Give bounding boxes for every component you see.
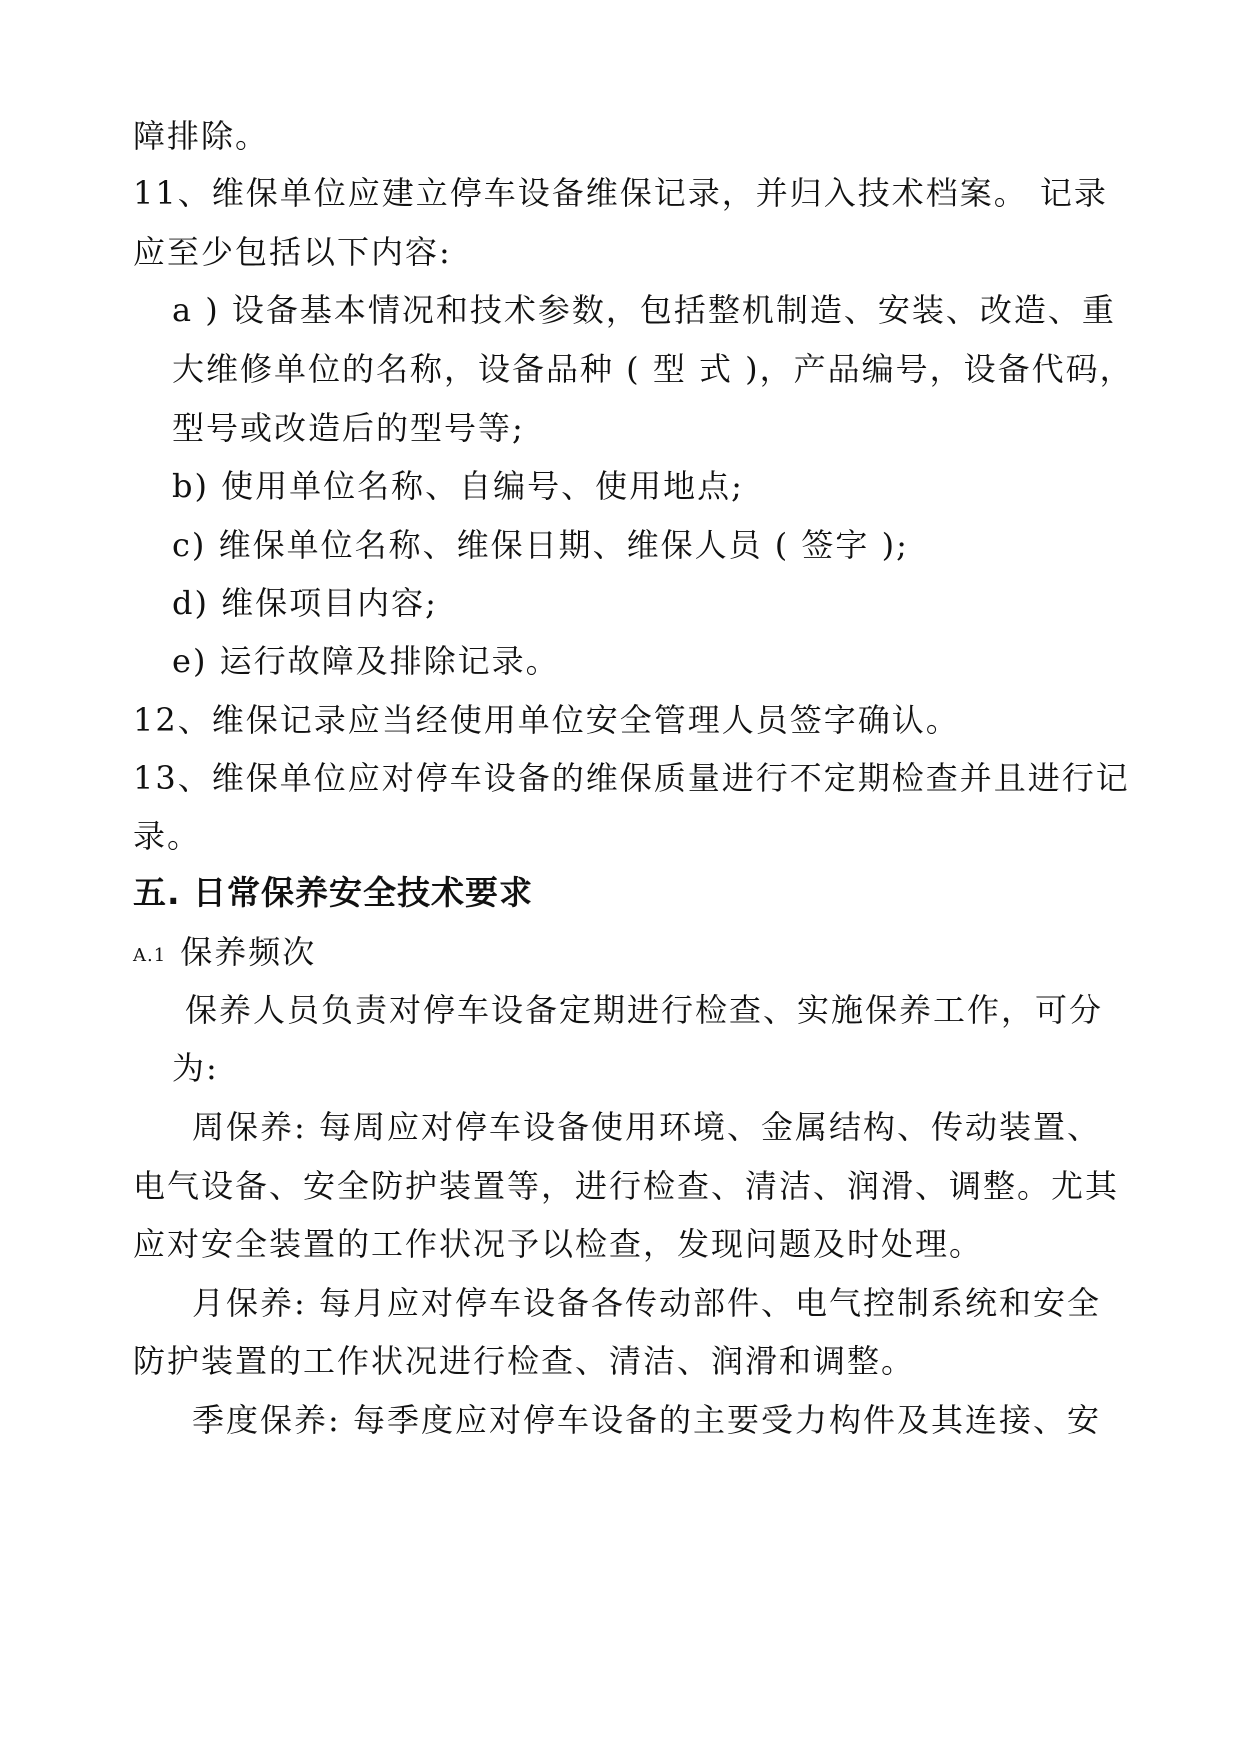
- list-item: b) 使用单位名称、自编号、使用地点;: [172, 467, 744, 505]
- list-item: d) 维保项目内容;: [172, 584, 438, 622]
- list-item: c) 维保单位名称、维保日期、维保人员 ( 签字 );: [172, 526, 909, 564]
- paragraph-line: 为:: [172, 1049, 219, 1087]
- list-item: e) 运行故障及排除记录。: [172, 642, 560, 680]
- paragraph-line: 周保养: 每周应对停车设备使用环境、金属结构、传动装置、: [192, 1108, 1101, 1146]
- paragraph-line: 防护装置的工作状况进行检查、清洁、润滑和调整。: [133, 1342, 916, 1380]
- subsection-title: 保养频次: [180, 933, 317, 971]
- subsection-label: A.1: [133, 945, 167, 966]
- text-line: 大维修单位的名称，设备品种 ( 型 式 )，产品编号，设备代码，: [172, 350, 1134, 388]
- text-line: 12、维保记录应当经使用单位安全管理人员签字确认。: [133, 701, 960, 739]
- text-line: 录。: [133, 817, 202, 855]
- text-line: 13、维保单位应对停车设备的维保质量进行不定期检查并且进行记: [133, 759, 1130, 797]
- paragraph-line: 电气设备、安全防护装置等，进行检查、清洁、润滑、调整。尤其: [133, 1167, 1120, 1205]
- subsection-heading: [133, 932, 316, 978]
- text-line: 型号或改造后的型号等;: [172, 409, 525, 447]
- paragraph-line: 保养人员负责对停车设备定期进行检查、实施保养工作，可分: [185, 991, 1104, 1029]
- text-line: 障排除。: [133, 117, 270, 155]
- paragraph-line: 月保养: 每月应对停车设备各传动部件、电气控制系统和安全: [192, 1284, 1101, 1322]
- text-line: 11、维保单位应建立停车设备维保记录，并归入技术档案。 记录: [133, 174, 1108, 212]
- list-item: a ) 设备基本情况和技术参数，包括整机制造、安装、改造、重: [172, 291, 1116, 329]
- paragraph-line: 应对安全装置的工作状况予以检查，发现问题及时处理。: [133, 1225, 984, 1263]
- section-heading: 五. 日常保养安全技术要求: [133, 873, 534, 912]
- paragraph-line: 季度保养: 每季度应对停车设备的主要受力构件及其连接、安: [192, 1401, 1101, 1439]
- text-line: 应至少包括以下内容:: [133, 233, 452, 271]
